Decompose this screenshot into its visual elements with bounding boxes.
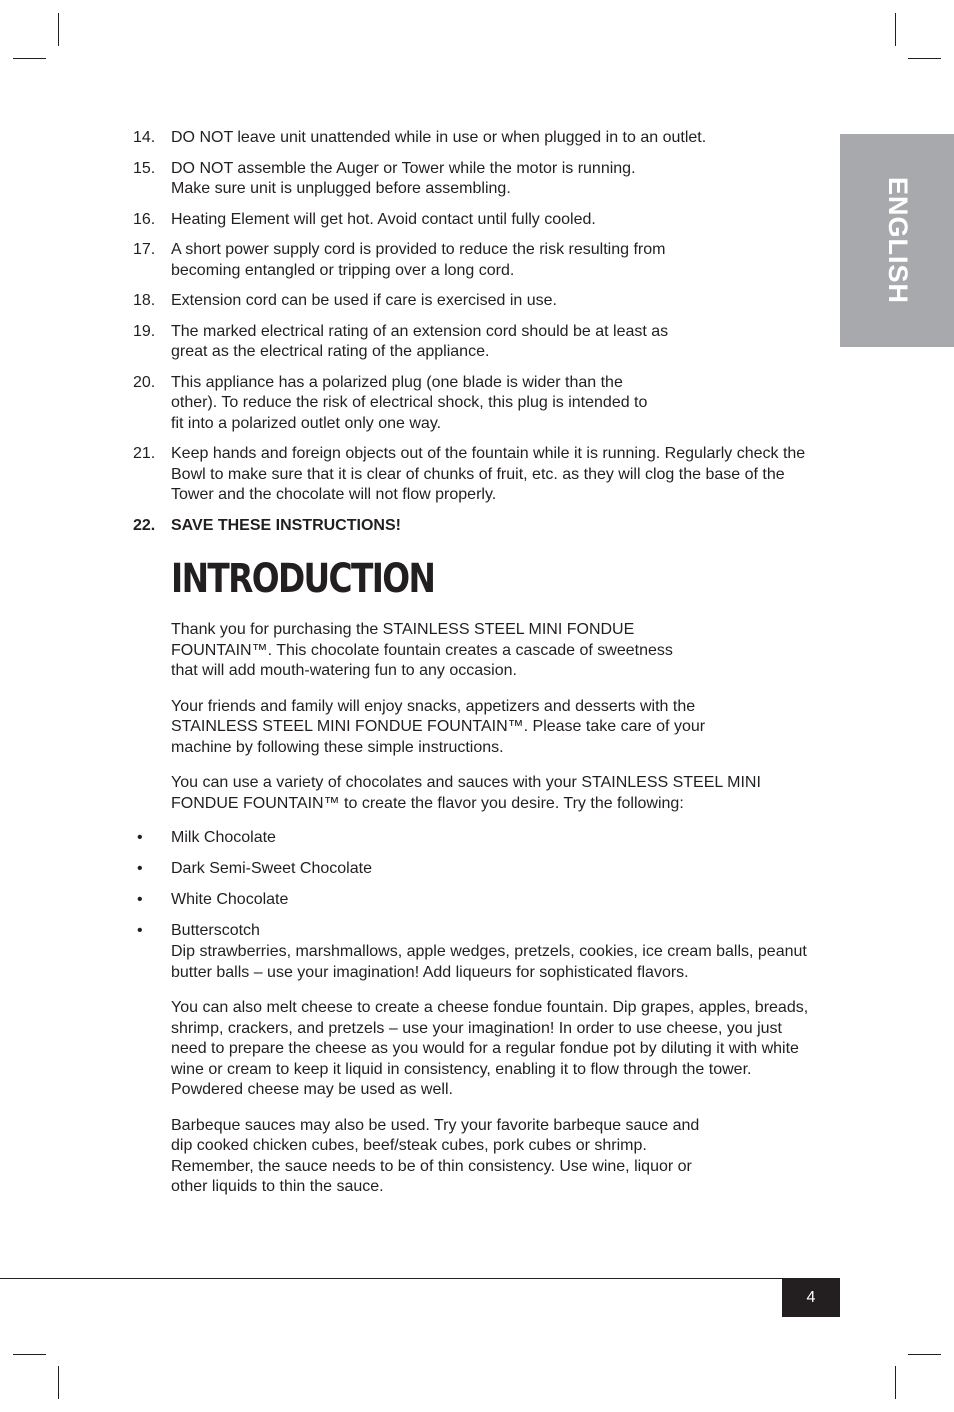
body-paragraph: Dip strawberries, marshmallows, apple wedges, pretzels, cookies, ice cream balls, peanut butter balls – use your imagination! Add liqueurs for sophisticated flavors. bbox=[171, 943, 807, 981]
section-heading: INTRODUCTION bbox=[171, 556, 435, 602]
bullet-text: Milk Chocolate bbox=[171, 829, 276, 846]
item-number: 22. bbox=[133, 516, 156, 534]
footer-rule bbox=[0, 1278, 840, 1279]
item-text: This appliance has a polarized plug (one blade is wider than the other). To reduce the risk of electrical shock, this plug is intended to fit into a polarized outlet only one way. bbox=[171, 373, 648, 432]
bullet-icon: • bbox=[137, 860, 143, 877]
safety-list bbox=[133, 128, 823, 536]
item-number: 15. bbox=[133, 159, 156, 177]
list-item bbox=[133, 159, 823, 200]
list-item bbox=[133, 516, 823, 537]
list-item bbox=[133, 828, 823, 849]
item-text: Keep hands and foreign objects out of the fountain while it is running. Regularly check the Bowl to make sure that it is clear of chunks of fruit, etc. as they will clog the base of the Tower and the chocolate will not flow properly. bbox=[171, 445, 806, 503]
item-number: 14. bbox=[133, 129, 156, 146]
chocolate-list bbox=[133, 828, 823, 942]
crop-mark bbox=[13, 58, 46, 59]
page-content bbox=[133, 128, 823, 1213]
bullet-icon: • bbox=[137, 829, 143, 846]
intro-paragraph: Thank you for purchasing the STAINLESS STEEL MINI FONDUE FOUNTAIN™. This chocolate fountain creates a cascade of sweetness that will add mouth-watering fun to any occasion. bbox=[171, 621, 673, 679]
item-text: DO NOT leave unit unattended while in use or when plugged in to an outlet. bbox=[171, 129, 707, 146]
crop-mark bbox=[908, 1354, 941, 1355]
item-number: 20. bbox=[133, 373, 156, 391]
language-label: ENGLISH bbox=[882, 176, 913, 305]
crop-mark bbox=[58, 13, 59, 46]
item-text: DO NOT assemble the Auger or Tower while the motor is running. Make sure unit is unplugged before assembling. bbox=[171, 159, 636, 197]
item-number: 16. bbox=[133, 210, 156, 228]
list-item bbox=[133, 240, 823, 281]
body-paragraph: You can also melt cheese to create a cheese fondue fountain. Dip grapes, apples, breads, shrimp, crackers, and pretzels – use your imagination! In order to use cheese, you just need to prepare the cheese as you would for a regular fondue pot by diluting it with white wine or cream to keep it liquid in consistency, enabling it to flow through the tower. Powdered cheese may be used as well. bbox=[171, 999, 809, 1098]
page-number: 4 bbox=[782, 1278, 840, 1317]
crop-mark bbox=[58, 1366, 59, 1399]
item-text: A short power supply cord is provided to reduce the risk resulting from becoming entangled or tripping over a long cord. bbox=[171, 241, 666, 279]
list-item bbox=[133, 890, 823, 911]
list-item bbox=[133, 322, 823, 363]
bullet-icon: • bbox=[137, 922, 143, 939]
language-tab bbox=[840, 134, 954, 347]
bullet-icon: • bbox=[137, 891, 143, 908]
item-number: 21. bbox=[133, 445, 156, 462]
list-item bbox=[133, 291, 823, 312]
crop-mark bbox=[895, 13, 896, 46]
crop-mark bbox=[13, 1354, 46, 1355]
list-item bbox=[133, 373, 823, 435]
crop-mark bbox=[908, 58, 941, 59]
item-text: SAVE THESE INSTRUCTIONS! bbox=[171, 516, 401, 534]
list-item bbox=[133, 210, 823, 231]
crop-mark bbox=[895, 1366, 896, 1399]
item-number: 17. bbox=[133, 241, 156, 258]
body-paragraph: Barbeque sauces may also be used. Try your favorite barbeque sauce and dip cooked chicken cubes, beef/steak cubes, pork cubes or shrimp. Remember, the sauce needs to be of thin consistency. Use wine, liquor or other liquids to thin the sauce. bbox=[171, 1116, 700, 1195]
item-text: Heating Element will get hot. Avoid contact until fully cooled. bbox=[171, 210, 596, 228]
item-text: Extension cord can be used if care is exercised in use. bbox=[171, 292, 557, 309]
item-number: 18. bbox=[133, 292, 156, 309]
list-item bbox=[133, 444, 823, 506]
list-item bbox=[133, 128, 823, 149]
bullet-text: Butterscotch bbox=[171, 922, 260, 939]
item-text: The marked electrical rating of an extension cord should be at least as great as the electrical rating of the appliance. bbox=[171, 322, 669, 360]
list-item bbox=[133, 859, 823, 880]
intro-paragraph: You can use a variety of chocolates and sauces with your STAINLESS STEEL MINI FONDUE FOUNTAIN™ to create the flavor you desire. Try the following: bbox=[171, 774, 761, 812]
bullet-text: Dark Semi-Sweet Chocolate bbox=[171, 860, 372, 877]
intro-paragraph: Your friends and family will enjoy snacks, appetizers and desserts with the STAINLESS STEEL MINI FONDUE FOUNTAIN™. Please take care of your machine by following these simple instructions. bbox=[171, 697, 706, 756]
bullet-text: White Chocolate bbox=[171, 891, 289, 908]
item-number: 19. bbox=[133, 322, 156, 340]
list-item bbox=[133, 921, 823, 942]
